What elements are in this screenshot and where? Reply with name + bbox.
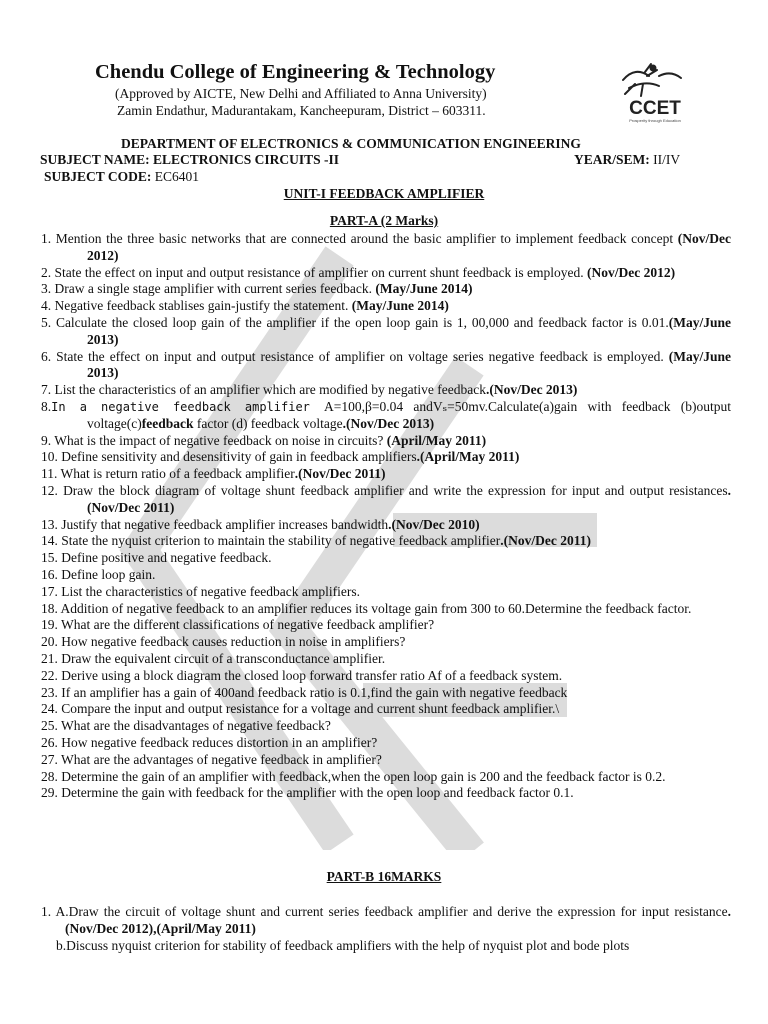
question-item — [41, 634, 731, 651]
question-number: 2. — [41, 264, 55, 280]
question-exam-ref: .(Nov/Dec 2011) — [500, 533, 591, 549]
question-exam-ref-2: .(Nov/Dec 2013) — [342, 415, 435, 431]
subject-code — [44, 169, 199, 185]
question-item — [41, 685, 731, 702]
question-exam-ref: (May/June 2014) — [351, 298, 449, 314]
question-text: Compare the input and output resistance for a voltage and current shunt feedback amplifier.\ — [61, 701, 560, 717]
question-text-continued: factor (d) feedback voltage — [193, 415, 343, 431]
question-item — [41, 483, 731, 517]
question-item — [41, 231, 731, 265]
unit-title: UNIT-I FEEDBACK AMPLIFIER — [283, 186, 485, 201]
part-b-question-1a — [41, 904, 731, 938]
question-text: State the effect on input and output resistance of amplifier on voltage series negative feedback is employed. — [56, 348, 669, 364]
question-number: 25. — [41, 718, 62, 734]
question-exam-ref: (May/June 2013) — [87, 314, 731, 347]
question-exam-ref: (April/May 2011) — [386, 432, 487, 448]
question-number: 26. — [41, 734, 62, 750]
question-text: If an amplifier has a gain of 400and feedback ratio is 0.1,find the gain with negative feedback — [61, 684, 568, 700]
question-item — [41, 601, 731, 618]
question-number: 28. — [41, 768, 62, 784]
question-text: Addition of negative feedback to an amplifier reduces its voltage gain from 300 to 60.Determine the feedback factor. — [60, 600, 692, 616]
question-number: 16. — [41, 566, 62, 582]
question-number: 27. — [41, 751, 62, 767]
question-item — [41, 617, 731, 634]
question-item — [41, 281, 731, 298]
question-text: State the nyquist criterion to maintain the stability of negative feedback amplifier — [61, 533, 501, 549]
question-exam-ref: .(Nov/Dec 2011) — [87, 482, 731, 515]
subject-code-label: SUBJECT CODE: — [44, 169, 152, 184]
question-exam-ref: .(Nov/Dec 2012),(April/May 2011) — [65, 904, 731, 936]
svg-text:CCET: CCET — [629, 98, 681, 119]
question-text: Determine the gain with feedback for the amplifier with the open loop and feedback factor 0.1. — [61, 785, 574, 801]
question-exam-ref: (Nov/Dec 2012) — [586, 264, 676, 280]
question-text: How negative feedback reduces distortion in an amplifier? — [61, 734, 378, 750]
question-item — [41, 567, 731, 584]
approval-line: (Approved by AICTE, New Delhi and Affiliated to Anna University) — [115, 86, 487, 101]
question-number: 1. — [41, 904, 56, 919]
question-number: 4. — [41, 298, 55, 314]
question-exam-ref: .(Nov/Dec 2011) — [294, 466, 386, 482]
question-number: 19. — [41, 617, 62, 633]
question-item — [41, 701, 731, 718]
question-text: Draw the equivalent circuit of a transconductance amplifier. — [61, 650, 386, 666]
question-number: 21. — [41, 650, 62, 666]
question-number: 20. — [41, 634, 62, 650]
question-item — [41, 449, 731, 466]
question-number: 5. — [41, 314, 56, 330]
question-item — [41, 769, 731, 786]
question-item — [41, 668, 731, 685]
question-text: What are the different classifications of negative feedback amplifier? — [61, 617, 435, 633]
year-sem-value: II/IV — [649, 152, 681, 167]
question-text: Determine the gain of an amplifier with feedback,when the open loop gain is 200 and the feedback factor is 0.2. — [61, 768, 666, 784]
part-b-question-list — [41, 904, 731, 954]
question-item — [41, 399, 731, 433]
question-number: 23. — [41, 684, 62, 700]
question-item — [41, 433, 731, 450]
question-exam-ref: feedback — [141, 415, 194, 431]
question-item — [41, 752, 731, 769]
question-text: Negative feedback stablises gain-justify the statement. — [54, 298, 352, 314]
question-exam-ref: .(Nov/Dec 2010) — [388, 516, 480, 532]
part-a-question-list — [41, 231, 731, 802]
question-text: What are the disadvantages of negative feedback? — [61, 718, 331, 734]
question-exam-ref: (May/June 2013) — [87, 348, 731, 381]
question-text: What is return ratio of a feedback amplifier — [60, 466, 295, 482]
question-text: State the effect on input and output resistance of amplifier on current shunt feedback is employed. — [54, 264, 587, 280]
subject-code-value: EC6401 — [151, 169, 200, 184]
question-number: 8. — [41, 398, 52, 414]
question-number: 14. — [41, 533, 62, 549]
question-text: Draw the block diagram of voltage shunt feedback amplifier and write the expression for input and output resistances — [63, 482, 728, 498]
question-item — [41, 785, 731, 802]
question-text: Define loop gain. — [61, 566, 156, 582]
question-item — [41, 735, 731, 752]
question-item — [41, 382, 731, 399]
question-text: Define positive and negative feedback. — [61, 550, 272, 566]
question-number: 9. — [41, 432, 55, 448]
question-text-typewriter: In a negative feedback amplifier — [51, 399, 325, 414]
question-exam-ref: .(Nov/Dec 2013) — [485, 382, 578, 398]
question-exam-ref: (Nov/Dec 2012) — [87, 231, 731, 263]
question-number: 1. — [41, 231, 56, 246]
question-number: 3. — [41, 281, 55, 297]
question-text: Derive using a block diagram the closed loop forward transfer ratio Af of a feedback system. — [61, 667, 563, 683]
question-text: Calculate the closed loop gain of the amplifier if the open loop gain is 1, 00,000 and feedback factor is 0.01. — [55, 314, 669, 330]
question-text: What are the advantages of negative feedback in amplifier? — [61, 751, 382, 767]
svg-text:Prosperity through Education: Prosperity through Education — [629, 118, 681, 123]
question-text: A=100,β=0.04 andVₛ=50mv.Calculate(a)gain with feedback (b)output voltage(c) — [87, 398, 731, 431]
question-text: List the characteristics of negative feedback amplifiers. — [61, 583, 360, 599]
question-text: Justify that negative feedback amplifier increases bandwidth — [61, 516, 389, 532]
question-text: Define sensitivity and desensitivity of gain in feedback amplifiers — [61, 449, 417, 465]
question-number: 13. — [41, 516, 62, 532]
subject-name: SUBJECT NAME: ELECTRONICS CIRCUITS -II — [40, 152, 340, 167]
question-item — [41, 584, 731, 601]
question-number: 17. — [41, 583, 62, 599]
question-text: List the characteristics of an amplifier which are modified by negative feedback — [54, 382, 486, 398]
college-name: Chendu College of Engineering & Technology — [95, 61, 496, 83]
question-exam-ref: .(April/May 2011) — [416, 449, 520, 465]
question-item — [41, 533, 731, 550]
question-text: How negative feedback causes reduction in noise in amplifiers? — [61, 634, 406, 650]
year-sem-label: YEAR/SEM: — [574, 152, 650, 167]
question-item — [41, 718, 731, 735]
question-number: 24. — [41, 701, 62, 717]
question-item — [41, 298, 731, 315]
question-item — [41, 315, 731, 349]
question-item — [41, 517, 731, 534]
question-number: 11. — [41, 466, 61, 482]
question-item — [41, 466, 731, 483]
question-number: 22. — [41, 667, 62, 683]
question-number: 15. — [41, 550, 62, 566]
part-b-question-1b: b.Discuss nyquist criterion for stability of feedback amplifiers with the help of nyquist plot and bode plots — [56, 937, 630, 953]
ccet-logo — [615, 62, 695, 124]
question-number: 10. — [41, 449, 62, 465]
question-number: 18. — [41, 600, 61, 616]
question-item — [41, 265, 731, 282]
question-item — [41, 651, 731, 668]
question-text: Mention the three basic networks that are connected around the basic amplifier to implement feedback concept — [55, 231, 678, 246]
question-text: A.Draw the circuit of voltage shunt and current series feedback amplifier and derive the expression for input resistance — [55, 904, 728, 919]
question-text: What is the impact of negative feedback on noise in circuits? — [54, 432, 387, 448]
part-a-title: PART-A (2 Marks) — [329, 213, 439, 228]
part-b-title: PART-B 16MARKS — [326, 869, 442, 884]
question-item — [41, 349, 731, 383]
question-item — [41, 550, 731, 567]
question-number: 7. — [41, 382, 55, 398]
question-number: 6. — [41, 348, 57, 364]
question-number: 29. — [41, 785, 62, 801]
question-number: 12. — [41, 482, 64, 498]
address-line: Zamin Endathur, Madurantakam, Kancheepuram, District – 603311. — [117, 103, 486, 118]
department-heading: DEPARTMENT OF ELECTRONICS & COMMUNICATION ENGINEERING — [121, 136, 581, 151]
question-text: Draw a single stage amplifier with current series feedback. — [54, 281, 376, 297]
question-exam-ref: (May/June 2014) — [375, 281, 473, 297]
year-sem — [574, 152, 680, 168]
